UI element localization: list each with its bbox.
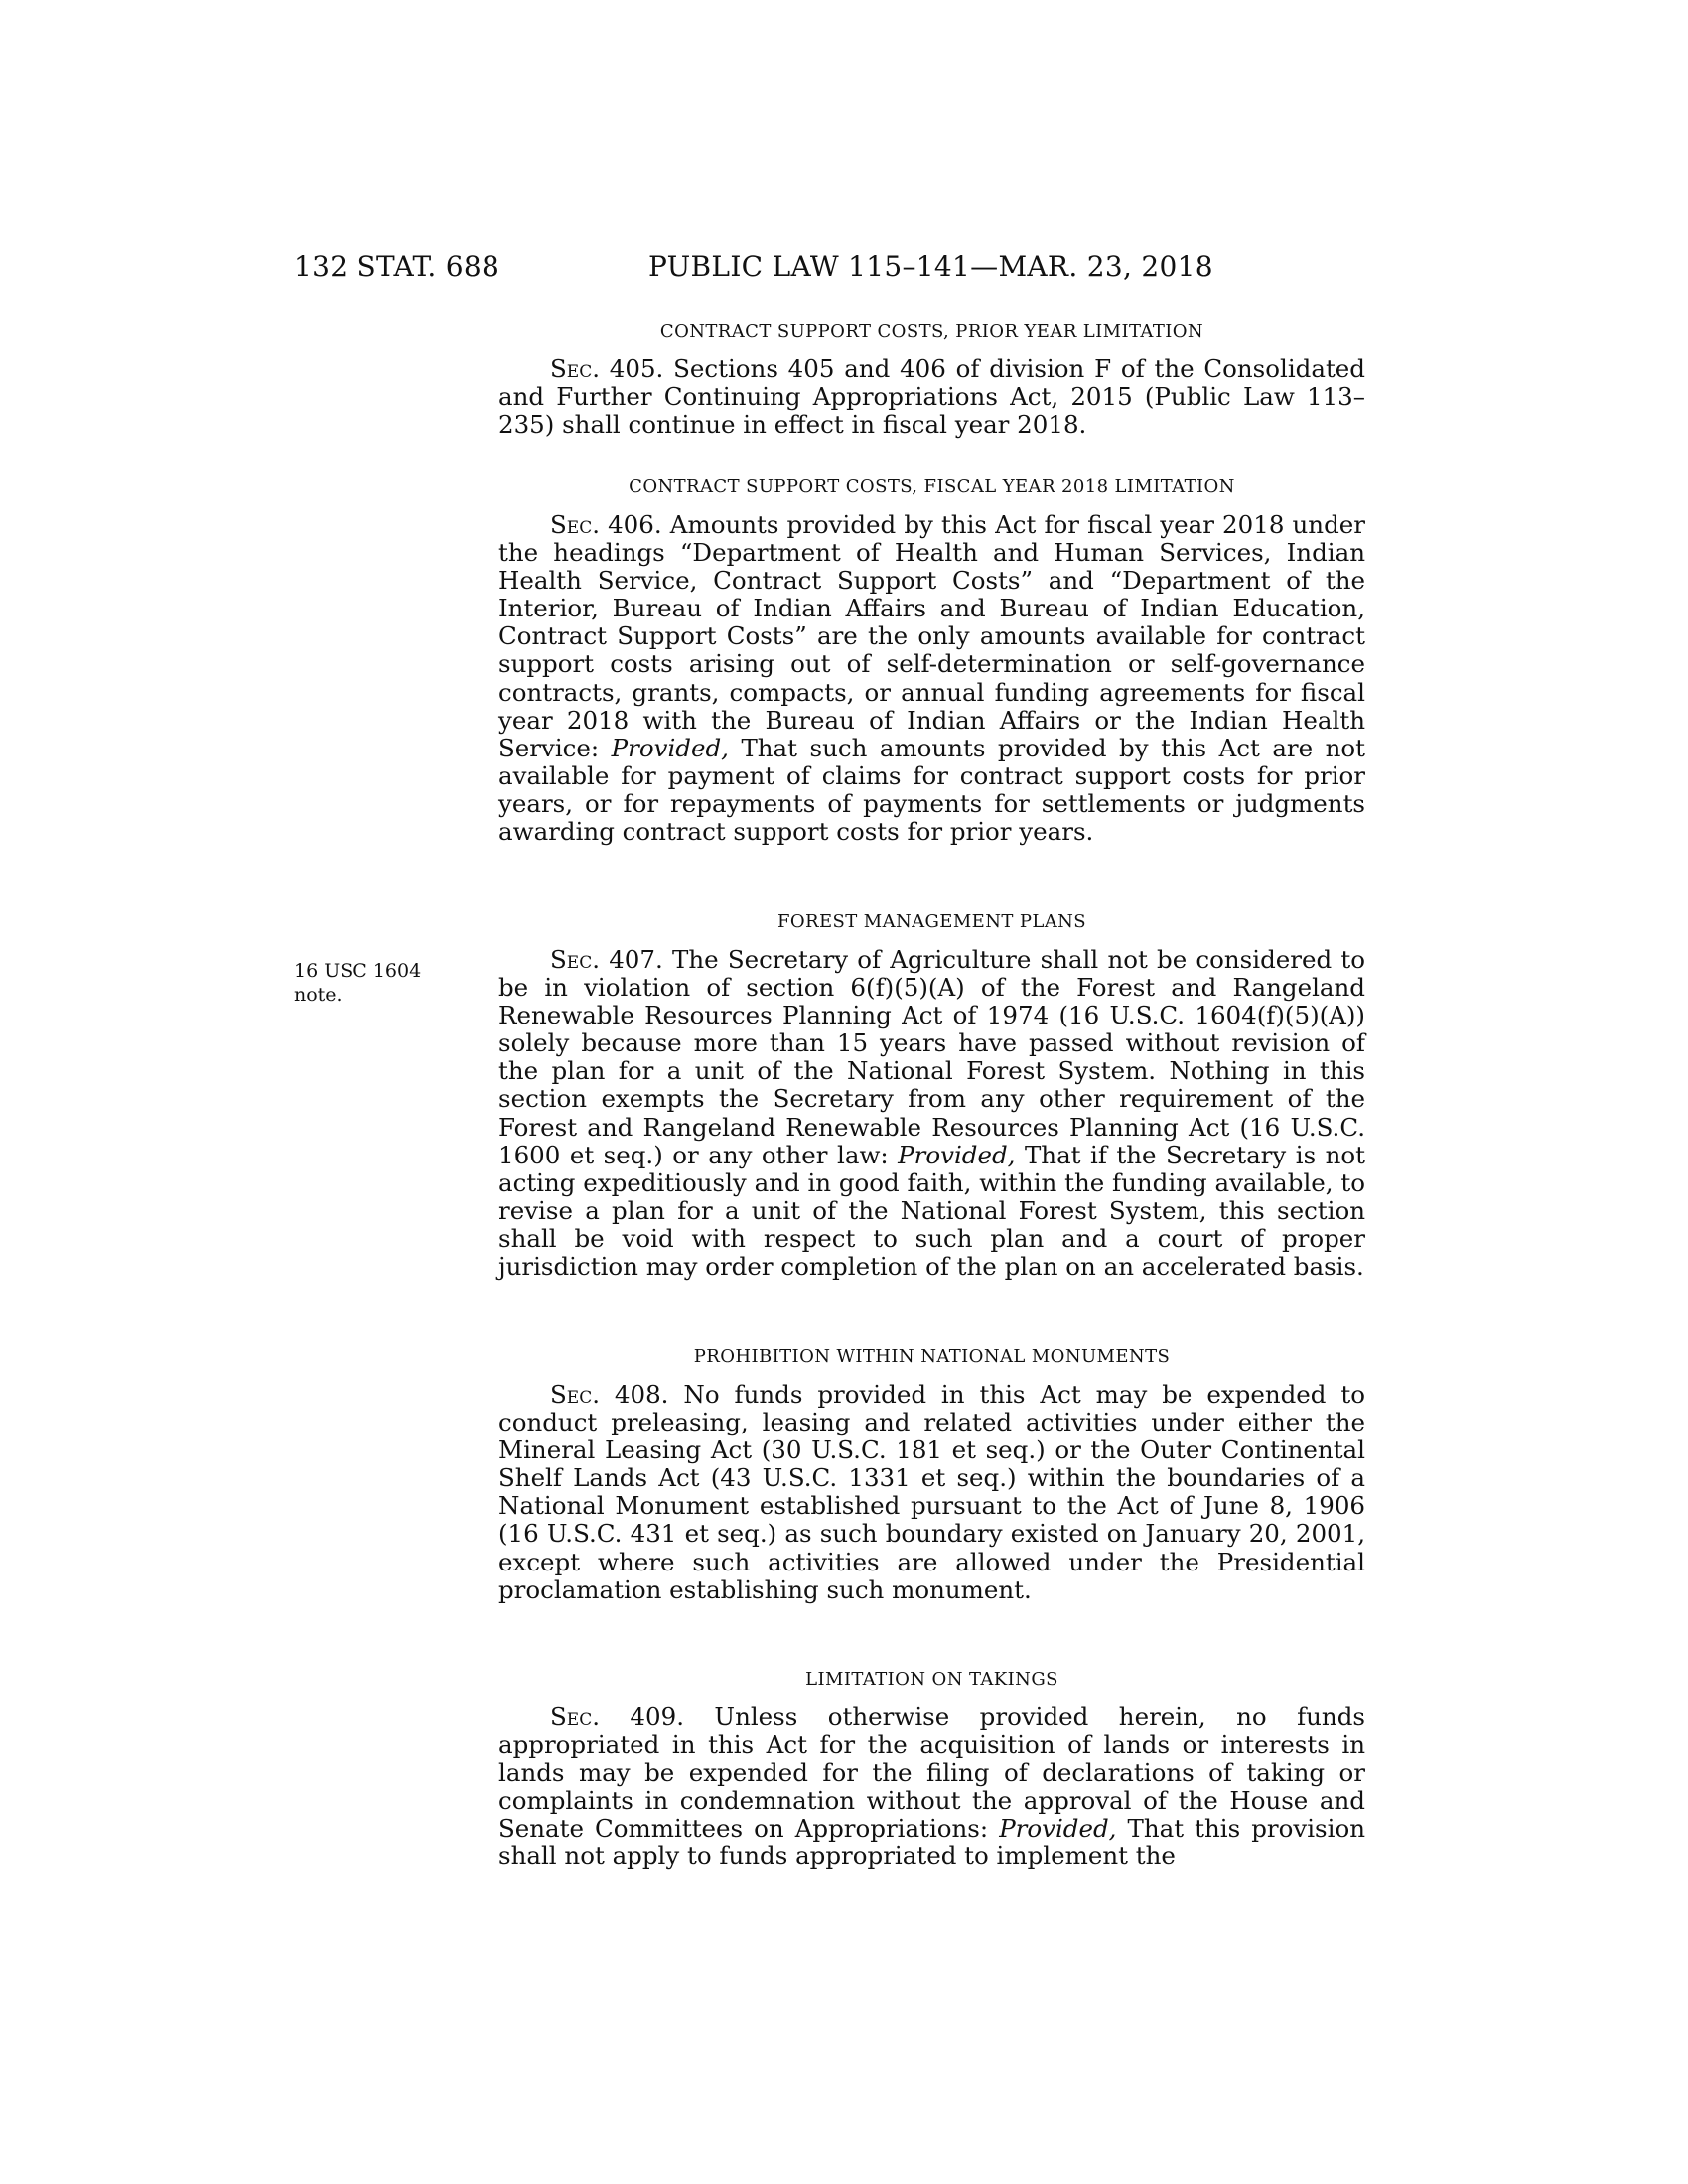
section-number: . 408. <box>592 1380 669 1409</box>
section-body <box>498 511 1365 846</box>
proviso-term: Provided, <box>611 733 729 762</box>
margin-note-line: note. <box>294 984 343 1006</box>
page-running-title: PUBLIC LAW 115–141—MAR. 23, 2018 <box>648 250 1213 283</box>
section-label: Sec <box>550 510 593 539</box>
section-label: Sec <box>550 945 593 974</box>
section-409 <box>498 1669 1365 1871</box>
section-heading: PROHIBITION WITHIN NATIONAL MONUMENTS <box>693 1346 1171 1367</box>
page-stat-citation: 132 STAT. 688 <box>294 250 500 283</box>
section-label: Sec <box>550 1703 593 1731</box>
section-number: . 407. <box>592 945 663 974</box>
section-text: The Secretary of Agriculture shall not be considered to be in violation of section 6(f)(5)(A) of the Forest and Rangeland Renewable Resources Planning Act of 1974 (16 U.S.C. 1604(f)(5)(A)) solely because more than 15 years have passed without revision of the plan for a unit of the National Forest System. Nothing in this section exempts the Secretary from any other requirement of the Forest and Rangeland Renewable Resources Planning Act (16 U.S.C. 1600 et seq.) or any other law: <box>498 945 1365 1169</box>
section-number: . 406. <box>592 510 662 539</box>
section-text-continued: That such amounts provided by this Act are not available for payment of claims for contract support costs for prior years, or for repayments of payments for settlements or judgments awarding contract support costs for prior years. <box>498 733 1366 847</box>
section-407 <box>498 911 1365 1281</box>
section-body <box>498 946 1365 1281</box>
section-heading: LIMITATION ON TAKINGS <box>805 1669 1058 1690</box>
proviso-term: Provided, <box>898 1140 1016 1169</box>
section-heading: FOREST MANAGEMENT PLANS <box>776 911 1087 932</box>
margin-note-usc-citation <box>294 959 443 1007</box>
proviso-term: Provided, <box>999 1814 1117 1843</box>
section-label: Sec <box>550 354 593 383</box>
section-body <box>498 1704 1365 1871</box>
section-text: Unless otherwise provided herein, no funds appropriated in this Act for the acquisition of lands or interests in lands may be expended for the filing of declarations of taking or complaints in condemnation without the approval of the House and Senate Committees on Appropriations: <box>498 1703 1365 1843</box>
section-heading: CONTRACT SUPPORT COSTS, PRIOR YEAR LIMITATION <box>659 321 1204 341</box>
section-408 <box>498 1346 1365 1604</box>
section-label: Sec <box>550 1380 593 1409</box>
section-text: Sections 405 and 406 of division F of the Consolidated and Further Continuing Appropriations Act, 2015 (Public Law 113–235) shall continue in effect in fiscal year 2018. <box>498 354 1365 440</box>
section-heading: CONTRACT SUPPORT COSTS, FISCAL YEAR 2018 LIMITATION <box>629 477 1235 497</box>
section-body <box>498 1381 1365 1604</box>
section-405 <box>498 321 1365 439</box>
section-406 <box>498 477 1365 846</box>
section-text: No funds provided in this Act may be expended to conduct preleasing, leasing and related activities under either the Mineral Leasing Act (30 U.S.C. 181 et seq.) or the Outer Continental Shelf Lands Act (43 U.S.C. 1331 et seq.) within the boundaries of a National Monument established pursuant to the Act of June 8, 1906 (16 U.S.C. 431 et seq.) as such boundary existed on January 20, 2001, except where such activities are allowed under the Presidential proclamation establishing such monument. <box>498 1380 1365 1604</box>
section-text-continued: That if the Secretary is not acting expeditiously and in good faith, within the funding available, to revise a plan for a unit of the National Forest System, this section shall be void with respect to such plan and a court of proper jurisdiction may order completion of the plan on an accelerated basis. <box>498 1140 1365 1282</box>
section-body <box>498 355 1365 439</box>
section-text: Amounts provided by this Act for fiscal year 2018 under the headings “Department of Health and Human Services, Indian Health Service, Contract Support Costs” and “Department of the Interior, Bureau of Indian Affairs and Bureau of Indian Education, Contract Support Costs” are the only amounts available for contract support costs arising out of self-determination or self-governance contracts, grants, compacts, or annual funding agreements for fiscal year 2018 with the Bureau of Indian Affairs or the Indian Health Service: <box>498 510 1365 762</box>
section-text-continued: That this provision shall not apply to funds appropriated to implement the <box>498 1814 1365 1871</box>
section-number: . 405. <box>592 354 664 383</box>
section-number: . 409. <box>592 1703 684 1731</box>
margin-note-line: 16 USC 1604 <box>294 960 422 982</box>
